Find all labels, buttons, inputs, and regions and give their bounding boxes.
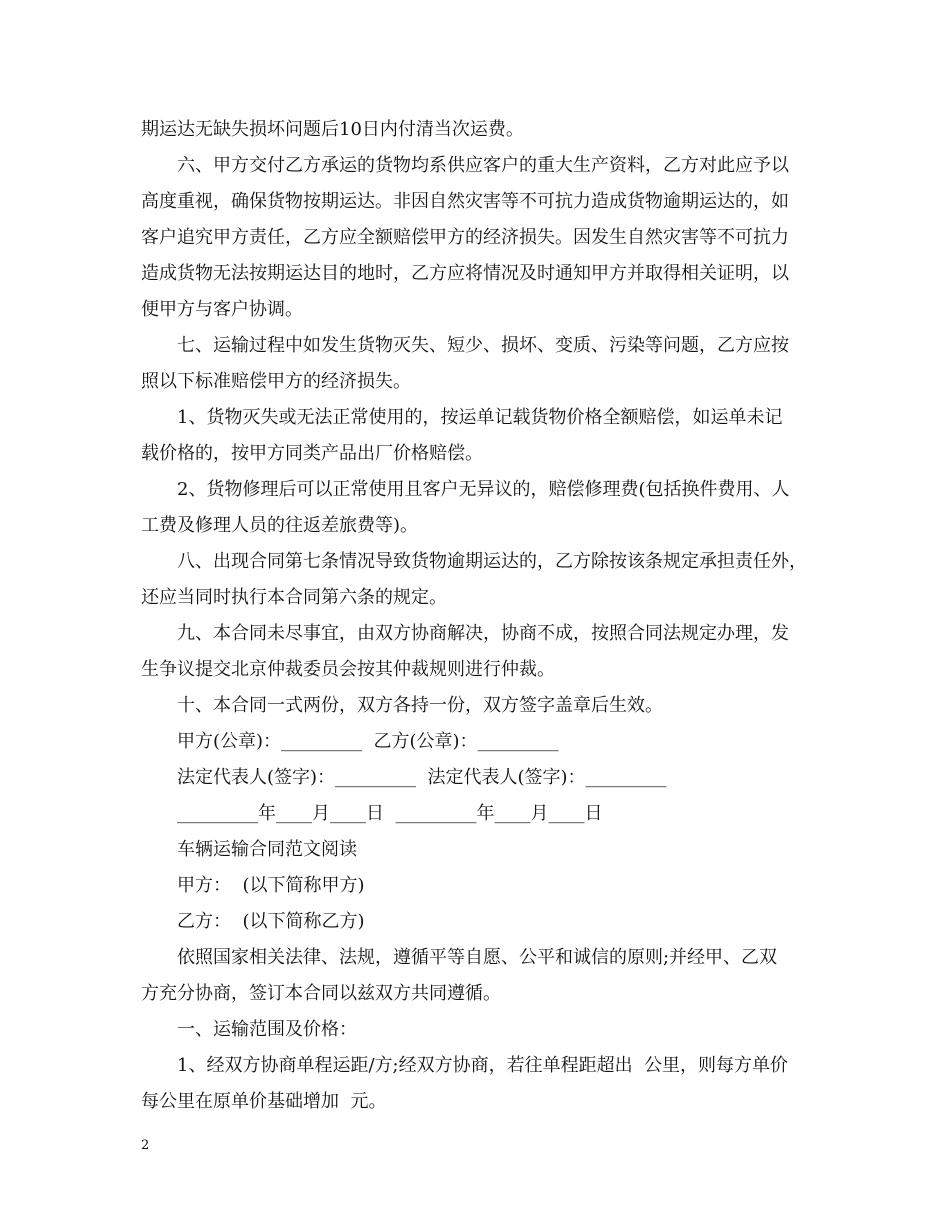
text-line: 期运达无缺失损坏问题后10日内付清当次运费。: [141, 119, 524, 140]
text-line: 车辆运输合同范文阅读: [177, 839, 357, 860]
text-line: 工费及修理人员的往返差旅费等)。: [141, 515, 419, 536]
text-line: 方充分协商，签订本合同以兹双方共同遵循。: [141, 983, 501, 1004]
text-line: 甲方： (以下简称甲方): [177, 875, 365, 896]
text-line: 载价格的，按甲方同类产品出厂价格赔偿。: [141, 443, 483, 464]
text-line: 造成货物无法按期运达目的地时，乙方应将情况及时通知甲方并取得相关证明，以: [141, 263, 789, 284]
text-line: 还应当同时执行本合同第六条的规定。: [141, 587, 447, 608]
text-line: 1、经双方协商单程运距/方;经双方协商，若往单程距超出 公里，则每方单价: [177, 1055, 789, 1076]
text-line: 九、本合同未尽事宜，由双方协商解决，协商不成，按照合同法规定办理，发: [177, 623, 789, 644]
text-line: 六、甲方交付乙方承运的货物均系供应客户的重大生产资料，乙方对此应予以: [177, 155, 789, 176]
text-line: 十、本合同一式两份，双方各持一份，双方签字盖章后生效。: [177, 695, 663, 716]
text-line: 八、出现合同第七条情况导致货物逾期运达的，乙方除按该条规定承担责任外，: [177, 551, 807, 572]
text-line: 法定代表人(签字)：_________ 法定代表人(签字)：_________: [177, 767, 667, 788]
text-line: 2、货物修理后可以正常使用且客户无异议的，赔偿修理费(包括换件费用、人: [177, 479, 790, 500]
text-line: 1、货物灭失或无法正常使用的，按运单记载货物价格全额赔偿，如运单未记: [177, 407, 783, 428]
text-line: 甲方(公章)：_________ 乙方(公章)：_________: [177, 731, 559, 752]
text-line: 七、运输过程中如发生货物灭失、短少、损坏、变质、污染等问题，乙方应按: [177, 335, 789, 356]
text-line: 客户追究甲方责任，乙方应全额赔偿甲方的经济损失。因发生自然灾害等不可抗力: [141, 227, 789, 248]
text-line: 乙方： (以下简称乙方): [177, 911, 365, 932]
page-number: 2: [141, 1138, 150, 1153]
text-line: 一、运输范围及价格：: [177, 1019, 357, 1040]
text-line: 生争议提交北京仲裁委员会按其仲裁规则进行仲裁。: [141, 659, 555, 680]
text-line: 每公里在原单价基础增加 元。: [141, 1091, 387, 1112]
text-line: 依照国家相关法律、法规，遵循平等自愿、公平和诚信的原则;并经甲、乙双: [177, 947, 778, 968]
contract-text: [141, 112, 821, 1120]
text-line: 便甲方与客户协调。: [141, 299, 303, 320]
text-line: 照以下标准赔偿甲方的经济损失。: [141, 371, 411, 392]
text-line: 高度重视，确保货物按期运达。非因自然灾害等不可抗力造成货物逾期运达的，如: [141, 191, 789, 212]
text-line: _________年____月____日 _________年____月____日: [177, 803, 603, 824]
